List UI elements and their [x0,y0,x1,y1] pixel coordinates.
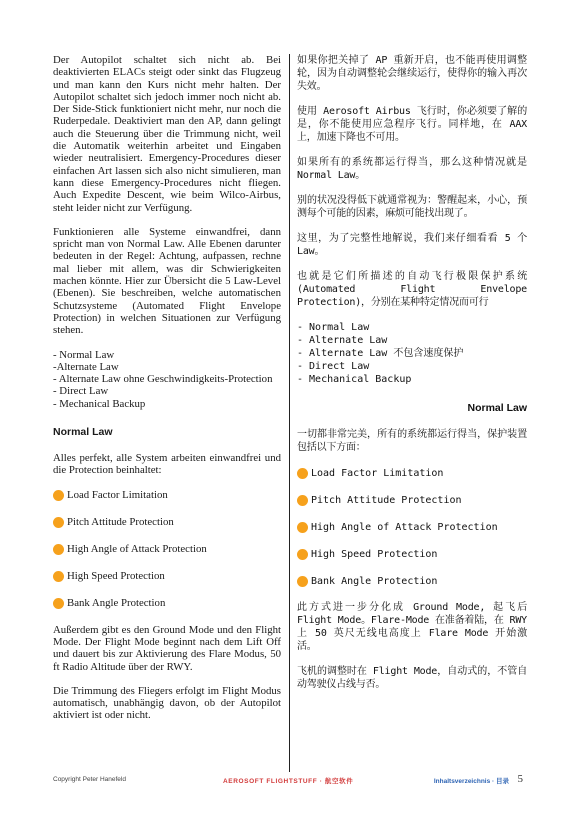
paragraph: Funktionieren alle Systeme einwandfrei, dann spricht man von Normal Law. Alle Ebenen darunter bedeuten in der Regel: Achtung, aufpassen, rechne mal lieber mit allem, was dir Schwierigkeiten machen könnte. Hier zur Übersicht die 5 Law-Level (Ebenen). Sie beschreiben, welche automatischen Schutzsysteme (Automated Flight Envelope Protection) in welchen Situationen zur Verfügung stehen. [53,225,281,337]
page-number: 5 [517,773,523,785]
protection-label: High Angle of Attack Protection [311,521,498,533]
list-item [297,574,527,588]
list-item [297,520,527,534]
copyright-text: Copyright Peter Hanefeld [53,776,126,783]
paragraph: Alles perfekt, alle System arbeiten einwandfrei und die Protection beinhaltet: [53,452,281,477]
list-item: - Alternate Law ohne Geschwindigkeits-Protection [53,373,273,386]
paragraph: 这里，为了完整性地解说，我们来仔细看看 5 个 Law。 [297,233,527,257]
german-column [53,54,281,764]
paragraph: Außerdem gibt es den Ground Mode und den Flight Mode. Der Flight Mode beginnt nach dem Lift Off und dauert bis zur Aktivierung des Flare Modus, 50 ft Radio Altitude über der RWY. [53,623,281,673]
list-item [53,543,281,557]
paragraph: Der Autopilot schaltet sich nicht ab. Bei deaktivierten ELACs steigt oder sinkt das Flugzeug und man kann den Kurs nicht mehr halten. Der Autopilot schaltet sich jedoch immer noch nicht ab. Der Side-Stick funktioniert nicht mehr, nur noch die Ruderpedale. Deaktiviert man den AP, dann gelingt auch die Steuerung über die Trimmung nicht, weil die Automatik weiterhin arbeitet und Eingaben wieder neutralisiert. Emergency-Procedures dieser einfachen Art lassen sich also nicht simulieren, man kann diese Emergency-Procedures nicht fliegen. Auch Expedite Descent, wie beim Wilco-Airbus, steht leider nicht zur Verfügung. [53,54,281,214]
list-item: - Mechanical Backup [53,397,146,410]
orange-bullet-icon [297,522,308,533]
page-footer [53,773,523,787]
paragraph: 使用 Aerosoft Airbus 飞行时，你必须要了解的是，你不能使用应急程序飞行。同样地，在 AAX 上，加速下降也不可用。 [297,106,527,143]
chinese-column [297,54,527,764]
orange-bullet-icon [53,598,64,609]
protection-label: Load Factor Limitation [67,489,168,502]
paragraph: 别的状况没得低下就通常视为：警醒起来，小心，预测每个可能的因素，麻烦可能找出现了。 [297,195,527,219]
list-item [297,466,527,480]
orange-bullet-icon [53,544,64,555]
list-item: - Direct Law [53,385,109,398]
list-item: -Alternate Law [53,360,119,373]
protection-label: Bank Angle Protection [311,575,438,587]
protection-list [53,489,281,611]
list-item: - Normal Law [53,348,115,361]
paragraph: Die Trimmung des Fliegers erfolgt im Flight Modus automatisch, unabhängig davon, ob der Autopilot aktiviert ist oder nicht. [53,684,281,722]
law-list [53,349,281,410]
orange-bullet-icon [53,571,64,582]
list-item [53,489,281,503]
paragraph: 如果你把关掉了 AP 重新开启，也不能再使用调整轮，因为自动调整轮会继续运行，使得你的输入再次失效。 [297,55,527,92]
publisher-logo: AEROSOFT FLIGHTSTUFF · 航空软件 [223,778,354,785]
section-heading: Normal Law [53,426,113,439]
protection-label: Pitch Attitude Protection [67,516,174,529]
paragraph: 飞机的调整时在 Flight Mode，自动式的，不管自动驾驶仪占线与否。 [297,666,527,690]
protection-list [297,466,527,588]
protection-label: Bank Angle Protection [67,597,166,610]
orange-bullet-icon [297,495,308,506]
paragraph: 此方式进一步分化成 Ground Mode, 起飞后 Flight Mode。Flare-Mode 在准备着陆，在 RWY 上 50 英尺无线电高度上 Flare Mode 开始激活。 [297,602,527,652]
list-item [53,570,281,584]
table-of-contents-link[interactable]: Inhaltsverzeichnis · 目录 [433,778,509,785]
paragraph: 如果所有的系统都运行得当，那么这种情况就是 Normal Law。 [297,157,527,181]
list-item [53,516,281,530]
protection-label: Pitch Attitude Protection [311,494,462,506]
protection-label: High Speed Protection [311,548,438,560]
list-item [297,493,527,507]
protection-label: High Speed Protection [67,570,165,583]
list-item: - Alternate Law 不包含速度保护 [297,348,464,359]
column-divider [289,54,290,772]
orange-bullet-icon [297,549,308,560]
law-list [297,321,527,386]
orange-bullet-icon [53,490,64,501]
orange-bullet-icon [297,576,308,587]
paragraph: 也就是它们所描述的自动飞行极限保护系统 (Automated Flight Envelope Protection)，分别在某种特定情况而可行 [297,271,527,308]
list-item [297,547,527,561]
orange-bullet-icon [53,517,64,528]
orange-bullet-icon [297,468,308,479]
list-item: - Normal Law [297,322,370,333]
paragraph: 一切都非常完美，所有的系统都运行得当，保护装置包括以下方面： [297,429,527,453]
list-item: - Direct Law [297,361,370,372]
protection-label: High Angle of Attack Protection [67,543,207,556]
list-item: - Alternate Law [297,335,388,346]
protection-label: Load Factor Limitation [311,467,444,479]
list-item [53,597,281,611]
section-heading: Normal Law [467,402,527,414]
list-item: - Mechanical Backup [297,374,412,385]
